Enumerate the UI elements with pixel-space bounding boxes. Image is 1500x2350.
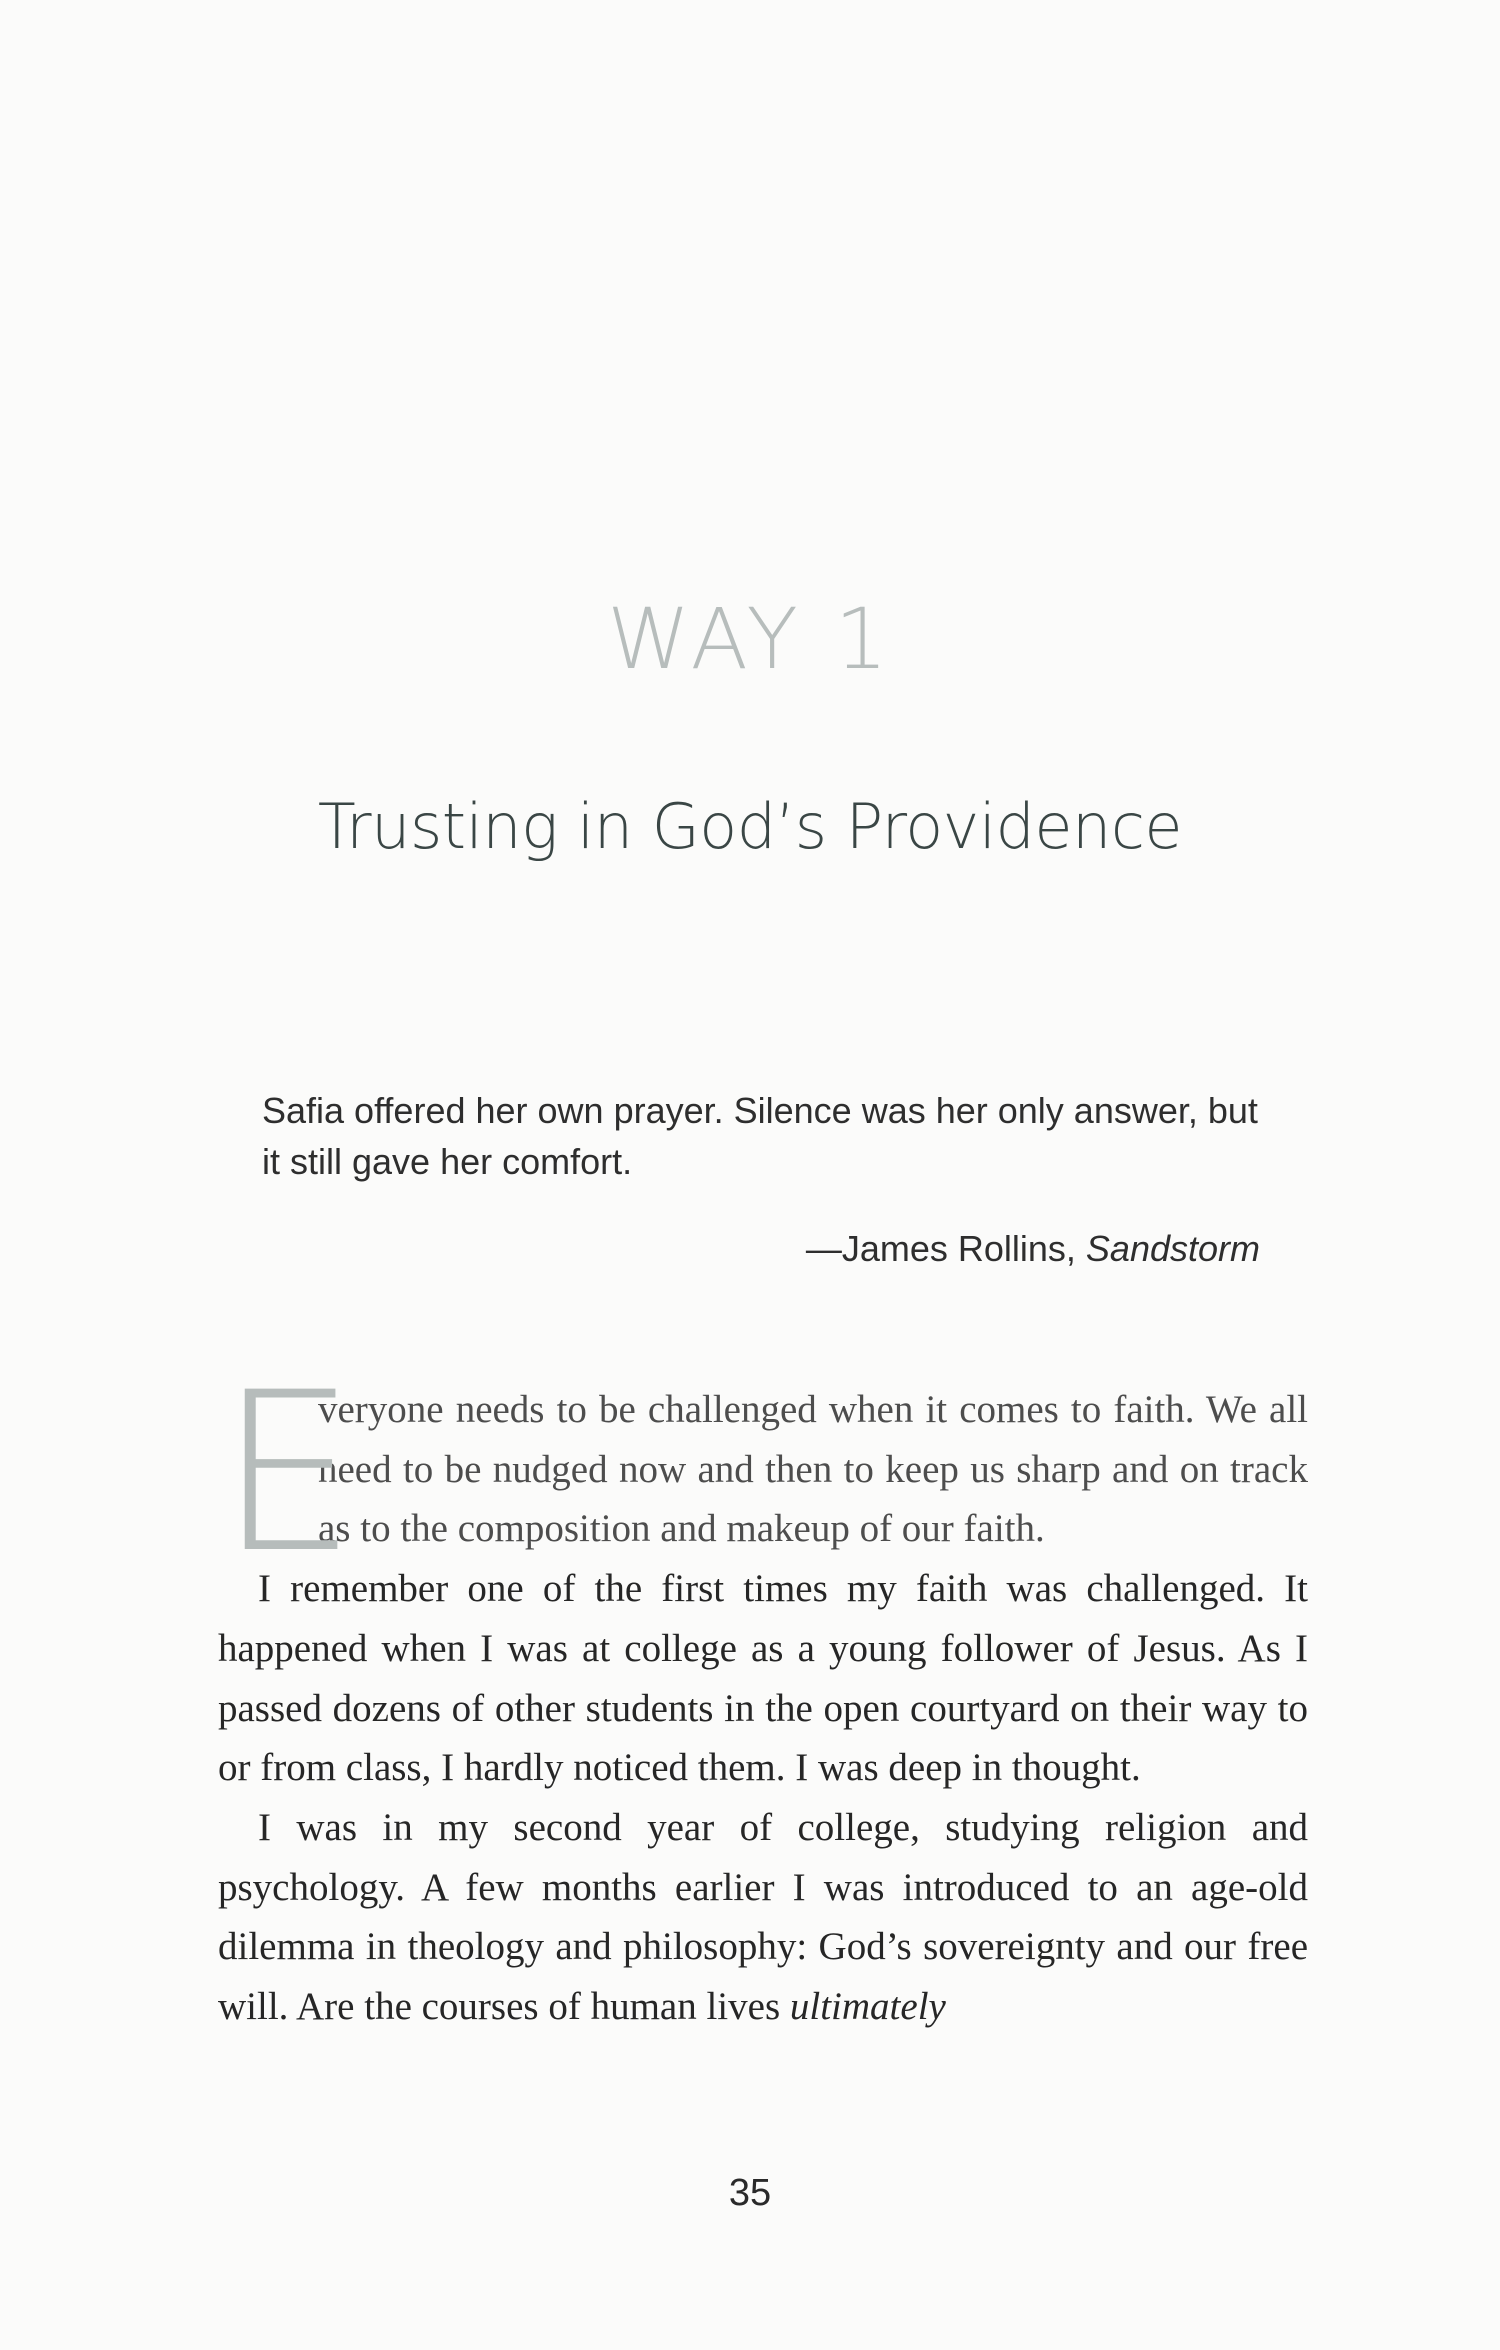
- body-text: [218, 1345, 1308, 2037]
- epigraph-attribution: [262, 1228, 1260, 1270]
- paragraph-1-text: veryone needs to be challenged when it comes to faith. We all need to be nudged now and then to keep us sharp and on track as to the composition and makeup of our faith.: [318, 1388, 1308, 1551]
- paragraph-1: [218, 1345, 1308, 1601]
- chapter-label: WAY 1: [607, 590, 893, 688]
- paragraph-3-text: I was in my second year of college, studying religion and psychology. A few months earlier I was introduced to an age-old dilemma in theology and philosophy: God’s sovereignty and our free will. Are the courses of human lives: [218, 1805, 1308, 2029]
- paragraph-3-emphasis: ultimately: [789, 1985, 946, 2029]
- page-number: 35: [728, 2172, 772, 2214]
- epigraph-author: —James Rollins,: [805, 1228, 1086, 1269]
- paragraph-2: I remember one of the first times my faith was challenged. It happened when I was at college as a young follower of Jesus. As I passed dozens of other students in the open courtyard on their way to or from class, I hardly noticed them. I was deep in thought.: [218, 1567, 1308, 1790]
- drop-cap: E: [218, 1345, 358, 1601]
- paragraph-3: [218, 1798, 1308, 2037]
- epigraph-quote: Safia offered her own prayer. Silence was her only answer, but it still gave her comfort.: [262, 1090, 1258, 1182]
- epigraph-source-title: Sandstorm: [1085, 1228, 1260, 1269]
- chapter-title: Trusting in God’s Providence: [317, 790, 1183, 863]
